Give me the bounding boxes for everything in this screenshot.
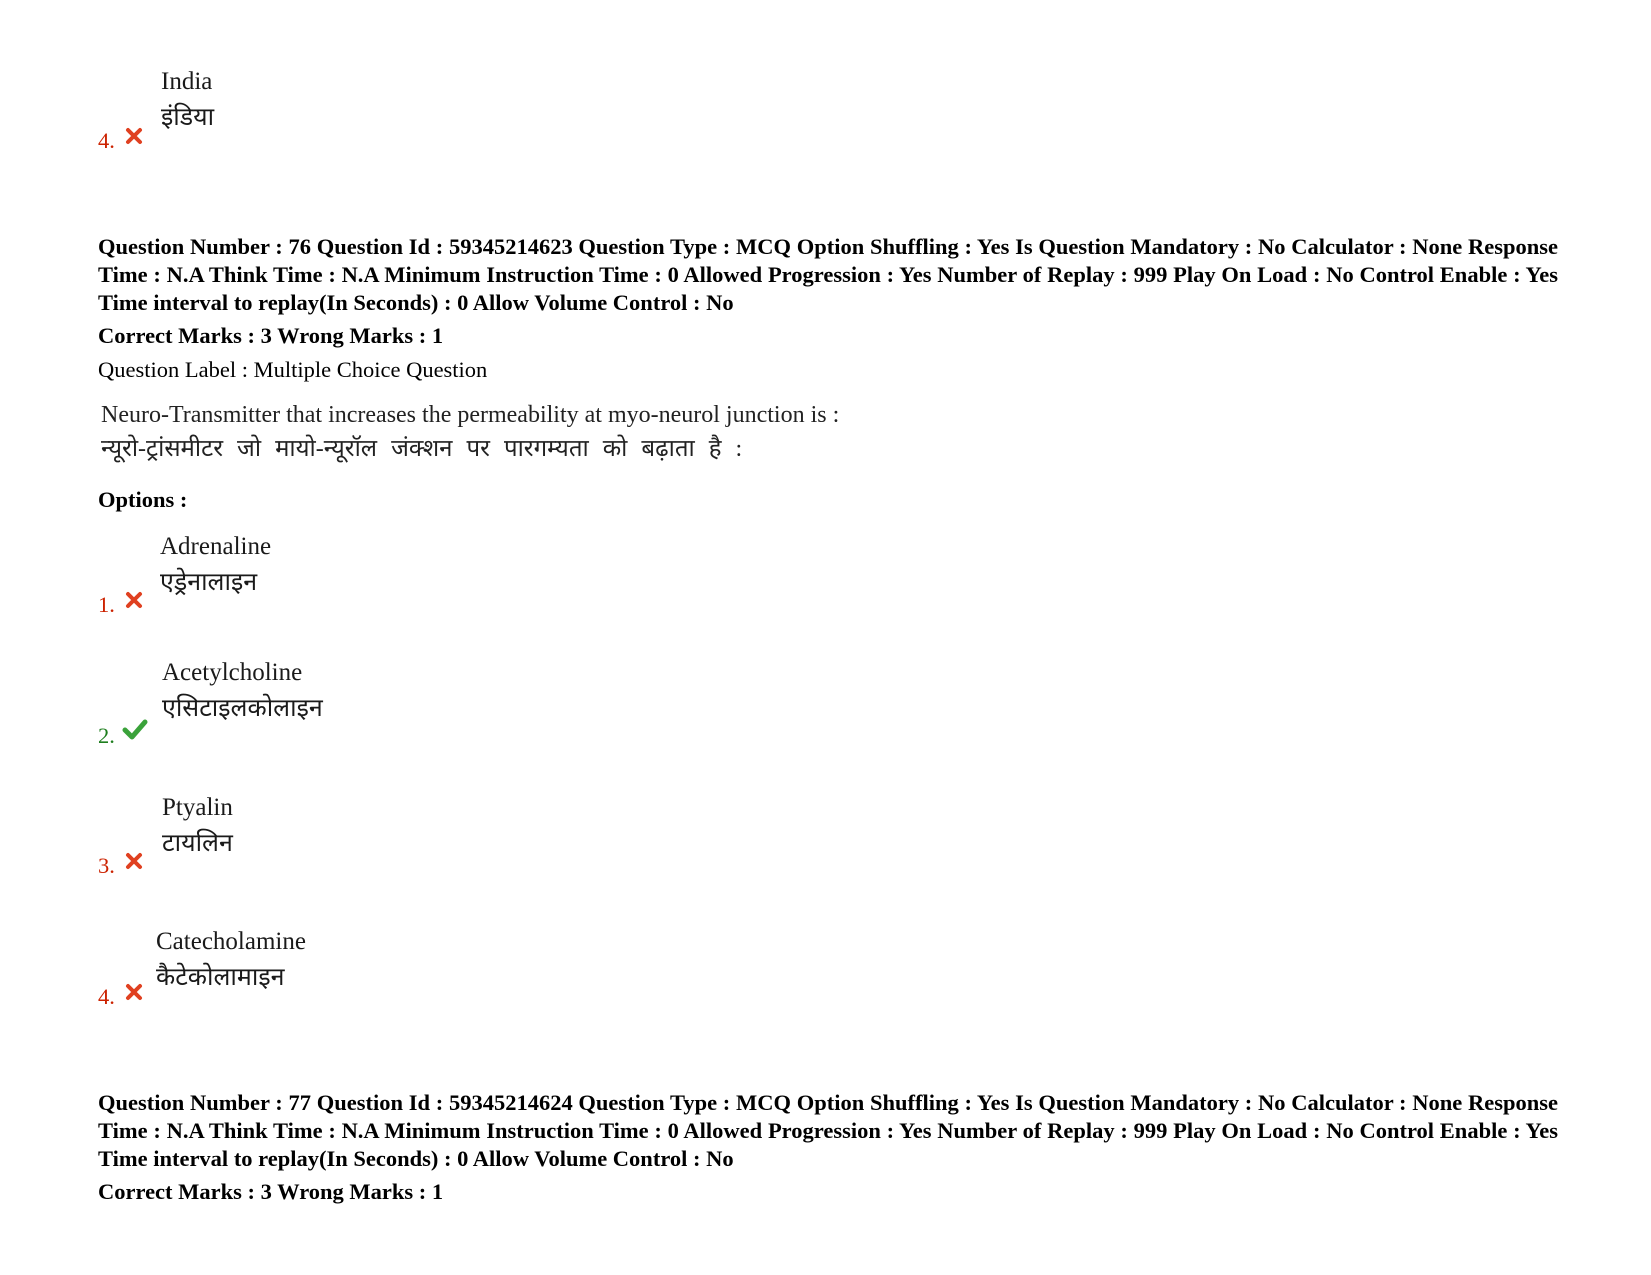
- options-heading: Options :: [98, 487, 188, 512]
- option-english: Adrenaline: [160, 533, 272, 560]
- question-76-text: [101, 398, 839, 466]
- question-77-marks: Correct Marks : 3 Wrong Marks : 1: [98, 1179, 444, 1204]
- question-76-marks: Correct Marks : 3 Wrong Marks : 1: [98, 323, 444, 348]
- option-english: Catecholamine: [156, 928, 306, 955]
- option-hindi: कैटेकोलामाइन: [156, 964, 285, 991]
- cross-icon: [125, 127, 143, 145]
- prev-option-4-number: 4.: [98, 128, 115, 153]
- option-1-number: 1.: [98, 592, 115, 617]
- option-hindi: एड्रेनालाइन: [160, 569, 258, 596]
- option-1-text: [160, 529, 271, 601]
- question-76-meta: Question Number : 76 Question Id : 59345214623 Question Type : MCQ Option Shuffling : Yes Is Question Mandatory : No Calculator : None Response Time : N.A Think Time : N.A Minimum Instruction Time : 0 Allowed Progression : Yes Number of Replay : 999 Play On Load : No Control Enable : Yes Time interval to replay(In Seconds) : 0 Allow Volume Control : No: [98, 234, 1558, 315]
- cross-icon: [125, 983, 143, 1001]
- question-76-label: Question Label : Multiple Choice Question: [98, 357, 488, 382]
- option-hindi: इंडिया: [161, 104, 215, 131]
- question-text-hindi: न्यूरो-ट्रांसमीटर जो मायो-न्यूरॉल जंक्शन पर पारगम्यता को बढ़ाता है :: [101, 436, 743, 462]
- cross-icon: [125, 591, 143, 609]
- option-english: Ptyalin: [162, 794, 233, 821]
- check-icon: [122, 718, 148, 740]
- option-english: Acetylcholine: [162, 659, 303, 686]
- option-3-text: [162, 790, 233, 862]
- option-3-number: 3.: [98, 853, 115, 878]
- option-2-number: 2.: [98, 723, 115, 748]
- option-2-text: [162, 655, 323, 727]
- question-text-english: Neuro-Transmitter that increases the permeability at myo-neurol junction is :: [101, 402, 840, 428]
- prev-option-4-text: [161, 64, 214, 136]
- cross-icon: [125, 852, 143, 870]
- option-hindi: टायलिन: [162, 830, 233, 857]
- option-english: India: [161, 68, 213, 95]
- question-77-meta: Question Number : 77 Question Id : 59345214624 Question Type : MCQ Option Shuffling : Yes Is Question Mandatory : No Calculator : None Response Time : N.A Think Time : N.A Minimum Instruction Time : 0 Allowed Progression : Yes Number of Replay : 999 Play On Load : No Control Enable : Yes Time interval to replay(In Seconds) : 0 Allow Volume Control : No: [98, 1090, 1558, 1171]
- option-hindi: एसिटाइलकोलाइन: [162, 695, 323, 722]
- option-4-number: 4.: [98, 984, 115, 1009]
- option-4-text: [156, 924, 306, 996]
